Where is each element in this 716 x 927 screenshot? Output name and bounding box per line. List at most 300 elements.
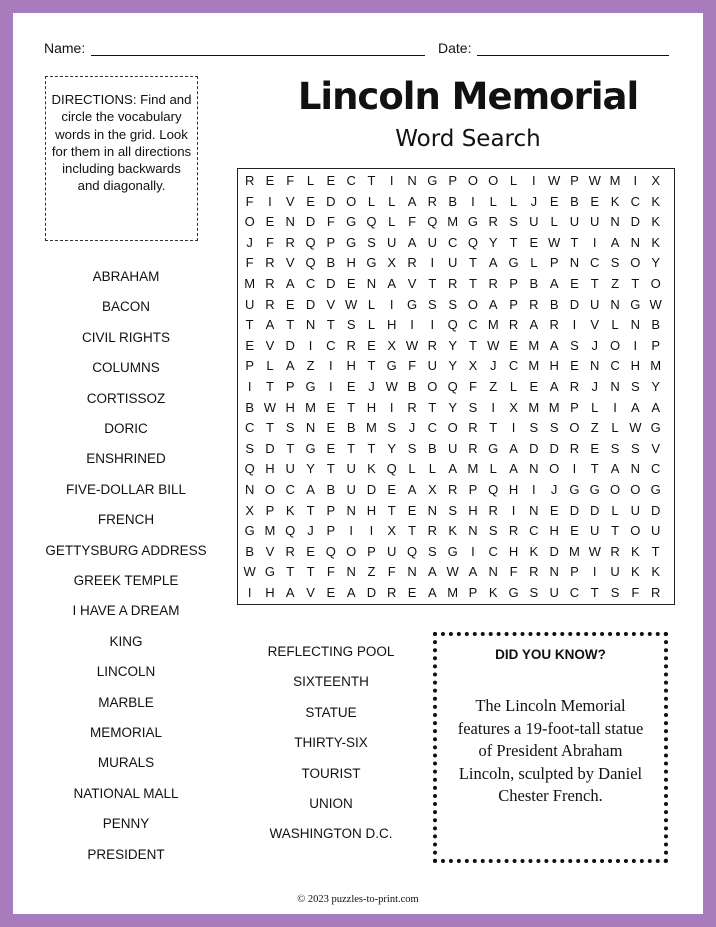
grid-letter[interactable]: C: [488, 543, 498, 559]
grid-letter[interactable]: F: [408, 214, 417, 230]
grid-letter[interactable]: T: [408, 523, 417, 539]
grid-letter[interactable]: K: [448, 523, 457, 539]
grid-letter[interactable]: H: [366, 502, 377, 518]
grid-letter[interactable]: D: [366, 482, 377, 497]
grid-letter[interactable]: F: [408, 358, 417, 374]
grid-letter[interactable]: G: [488, 440, 499, 456]
grid-letter[interactable]: C: [468, 317, 478, 333]
grid-letter[interactable]: E: [326, 440, 336, 456]
grid-letter[interactable]: C: [610, 358, 620, 374]
grid-letter[interactable]: E: [529, 379, 539, 394]
grid-letter[interactable]: P: [265, 502, 275, 518]
grid-letter[interactable]: J: [489, 358, 497, 374]
grid-letter[interactable]: H: [346, 255, 356, 271]
grid-letter[interactable]: N: [244, 482, 255, 497]
grid-letter[interactable]: O: [549, 461, 560, 477]
grid-letter[interactable]: U: [427, 358, 438, 374]
grid-letter[interactable]: G: [589, 482, 600, 497]
grid-letter[interactable]: L: [428, 461, 436, 477]
grid-letter[interactable]: E: [529, 234, 539, 250]
grid-letter[interactable]: S: [631, 379, 640, 394]
grid-letter[interactable]: L: [611, 317, 619, 333]
grid-letter[interactable]: T: [590, 461, 599, 477]
grid-letter[interactable]: Y: [306, 461, 315, 477]
grid-letter[interactable]: Y: [387, 440, 397, 456]
grid-letter[interactable]: A: [407, 234, 417, 250]
grid-letter[interactable]: N: [407, 564, 417, 580]
grid-letter[interactable]: V: [651, 440, 660, 456]
grid-letter[interactable]: M: [487, 317, 499, 333]
grid-letter[interactable]: J: [408, 420, 416, 436]
grid-letter[interactable]: T: [326, 461, 335, 477]
grid-letter[interactable]: G: [650, 482, 661, 497]
grid-letter[interactable]: Z: [611, 276, 620, 291]
grid-letter[interactable]: Y: [448, 337, 457, 353]
grid-letter[interactable]: B: [428, 440, 437, 456]
grid-letter[interactable]: A: [407, 193, 417, 209]
grid-letter[interactable]: M: [366, 420, 377, 436]
grid-letter[interactable]: R: [447, 276, 458, 291]
grid-letter[interactable]: I: [633, 173, 638, 188]
grid-letter[interactable]: G: [508, 255, 519, 271]
grid-letter[interactable]: P: [509, 296, 518, 312]
grid-letter[interactable]: S: [245, 440, 254, 456]
grid-letter[interactable]: X: [387, 337, 397, 353]
grid-letter[interactable]: N: [630, 461, 641, 477]
grid-letter[interactable]: L: [611, 420, 619, 436]
grid-letter[interactable]: I: [247, 379, 252, 394]
grid-letter[interactable]: C: [285, 482, 295, 497]
grid-letter[interactable]: S: [529, 585, 539, 600]
grid-letter[interactable]: H: [366, 399, 377, 415]
grid-letter[interactable]: H: [549, 358, 559, 374]
grid-letter[interactable]: R: [387, 585, 397, 600]
grid-letter[interactable]: U: [549, 585, 559, 600]
grid-letter[interactable]: L: [367, 317, 376, 333]
grid-letter[interactable]: T: [468, 337, 477, 353]
grid-letter[interactable]: D: [569, 296, 580, 312]
grid-letter[interactable]: B: [245, 543, 254, 559]
grid-letter[interactable]: N: [488, 564, 498, 580]
grid-letter[interactable]: A: [265, 317, 275, 333]
grid-letter[interactable]: F: [509, 564, 518, 580]
grid-letter[interactable]: K: [651, 564, 660, 580]
grid-letter[interactable]: R: [488, 214, 498, 230]
grid-letter[interactable]: Q: [305, 234, 316, 250]
grid-letter[interactable]: P: [468, 585, 478, 600]
grid-letter[interactable]: N: [529, 502, 539, 518]
grid-letter[interactable]: L: [489, 193, 497, 209]
grid-letter[interactable]: T: [265, 379, 274, 394]
grid-letter[interactable]: F: [326, 564, 335, 580]
grid-letter[interactable]: N: [366, 276, 377, 291]
grid-letter[interactable]: D: [285, 337, 295, 353]
grid-letter[interactable]: W: [588, 543, 601, 559]
grid-letter[interactable]: A: [549, 337, 559, 353]
grid-letter[interactable]: S: [468, 399, 478, 415]
grid-letter[interactable]: Z: [590, 420, 599, 436]
grid-letter[interactable]: J: [307, 523, 314, 539]
grid-letter[interactable]: T: [326, 317, 335, 333]
grid-letter[interactable]: S: [549, 420, 559, 436]
grid-letter[interactable]: L: [591, 399, 599, 415]
grid-letter[interactable]: Q: [366, 214, 377, 230]
grid-letter[interactable]: O: [264, 482, 275, 497]
grid-letter[interactable]: L: [306, 173, 315, 188]
grid-letter[interactable]: E: [549, 193, 559, 209]
grid-letter[interactable]: U: [387, 543, 397, 559]
grid-letter[interactable]: G: [305, 440, 316, 456]
grid-letter[interactable]: I: [532, 482, 536, 497]
grid-letter[interactable]: Y: [651, 379, 660, 394]
grid-letter[interactable]: A: [306, 482, 315, 497]
grid-letter[interactable]: B: [245, 399, 254, 415]
grid-letter[interactable]: K: [631, 543, 640, 559]
grid-letter[interactable]: L: [266, 358, 274, 374]
grid-letter[interactable]: L: [611, 502, 619, 518]
grid-letter[interactable]: R: [285, 234, 295, 250]
grid-letter[interactable]: C: [244, 420, 255, 436]
grid-letter[interactable]: X: [387, 523, 397, 539]
grid-letter[interactable]: W: [588, 173, 601, 188]
grid-letter[interactable]: A: [468, 564, 478, 580]
grid-letter[interactable]: Y: [448, 399, 457, 415]
grid-letter[interactable]: S: [285, 420, 295, 436]
grid-letter[interactable]: B: [326, 482, 336, 497]
date-blank-line[interactable]: [477, 41, 669, 56]
grid-letter[interactable]: B: [346, 420, 356, 436]
grid-letter[interactable]: H: [630, 358, 641, 374]
grid-letter[interactable]: E: [326, 585, 336, 600]
grid-letter[interactable]: N: [427, 502, 438, 518]
grid-letter[interactable]: R: [427, 193, 438, 209]
grid-letter[interactable]: M: [528, 399, 540, 415]
grid-letter[interactable]: U: [529, 214, 539, 230]
grid-letter[interactable]: A: [610, 461, 620, 477]
grid-letter[interactable]: N: [590, 358, 600, 374]
grid-letter[interactable]: H: [508, 543, 519, 559]
grid-letter[interactable]: A: [651, 399, 660, 415]
grid-letter[interactable]: B: [651, 317, 660, 333]
grid-letter[interactable]: F: [387, 564, 396, 580]
grid-letter[interactable]: K: [631, 564, 640, 580]
grid-letter[interactable]: O: [609, 482, 621, 497]
grid-letter[interactable]: T: [590, 585, 599, 600]
grid-letter[interactable]: P: [326, 234, 336, 250]
grid-letter[interactable]: O: [447, 420, 458, 436]
grid-letter[interactable]: I: [532, 173, 536, 188]
grid-letter[interactable]: A: [428, 585, 437, 600]
grid-letter[interactable]: T: [265, 420, 274, 436]
grid-letter[interactable]: G: [427, 173, 438, 188]
grid-letter[interactable]: E: [570, 358, 579, 374]
grid-letter[interactable]: O: [467, 173, 478, 188]
grid-letter[interactable]: L: [408, 461, 416, 477]
grid-letter[interactable]: J: [591, 337, 598, 353]
grid-letter[interactable]: D: [366, 585, 377, 600]
grid-letter[interactable]: C: [346, 173, 356, 188]
grid-letter[interactable]: R: [447, 482, 458, 497]
grid-letter[interactable]: N: [305, 420, 316, 436]
grid-letter[interactable]: T: [611, 523, 620, 539]
grid-letter[interactable]: H: [265, 585, 275, 600]
grid-letter[interactable]: R: [407, 255, 417, 271]
grid-letter[interactable]: G: [630, 296, 641, 312]
grid-letter[interactable]: I: [349, 523, 353, 539]
grid-letter[interactable]: U: [346, 482, 356, 497]
grid-letter[interactable]: P: [245, 358, 254, 374]
grid-letter[interactable]: E: [306, 193, 315, 209]
grid-letter[interactable]: R: [244, 173, 255, 188]
grid-letter[interactable]: I: [389, 173, 394, 188]
grid-letter[interactable]: I: [430, 255, 435, 271]
grid-letter[interactable]: X: [387, 255, 397, 271]
grid-letter[interactable]: R: [650, 585, 661, 600]
grid-letter[interactable]: A: [488, 296, 498, 312]
grid-letter[interactable]: I: [572, 317, 577, 333]
grid-letter[interactable]: H: [285, 399, 295, 415]
grid-letter[interactable]: S: [570, 337, 579, 353]
grid-letter[interactable]: K: [651, 214, 660, 230]
grid-letter[interactable]: G: [447, 543, 458, 559]
grid-letter[interactable]: U: [427, 234, 438, 250]
grid-letter[interactable]: W: [345, 296, 358, 312]
grid-letter[interactable]: Q: [427, 214, 438, 230]
grid-letter[interactable]: S: [488, 523, 498, 539]
grid-letter[interactable]: O: [467, 296, 478, 312]
grid-letter[interactable]: I: [329, 358, 333, 374]
grid-letter[interactable]: W: [629, 420, 642, 436]
grid-letter[interactable]: S: [529, 420, 539, 436]
grid-letter[interactable]: U: [590, 214, 600, 230]
grid-letter[interactable]: R: [407, 399, 417, 415]
grid-letter[interactable]: B: [570, 193, 579, 209]
grid-letter[interactable]: R: [285, 543, 295, 559]
grid-letter[interactable]: E: [326, 399, 336, 415]
grid-letter[interactable]: J: [246, 234, 253, 250]
grid-letter[interactable]: C: [569, 585, 580, 600]
grid-letter[interactable]: N: [549, 564, 559, 580]
grid-letter[interactable]: X: [245, 502, 254, 518]
grid-letter[interactable]: P: [549, 255, 559, 271]
grid-letter[interactable]: O: [488, 173, 499, 188]
grid-letter[interactable]: L: [388, 193, 396, 209]
grid-letter[interactable]: P: [651, 337, 660, 353]
grid-letter[interactable]: L: [367, 296, 376, 312]
grid-letter[interactable]: R: [508, 317, 519, 333]
grid-letter[interactable]: L: [550, 214, 558, 230]
grid-letter[interactable]: B: [407, 379, 417, 394]
grid-letter[interactable]: G: [406, 296, 418, 312]
grid-letter[interactable]: U: [590, 296, 600, 312]
grid-letter[interactable]: N: [610, 214, 620, 230]
grid-letter[interactable]: U: [610, 564, 620, 580]
grid-letter[interactable]: I: [471, 193, 475, 209]
grid-letter[interactable]: G: [244, 523, 255, 539]
grid-letter[interactable]: E: [549, 502, 559, 518]
grid-letter[interactable]: F: [245, 193, 254, 209]
grid-letter[interactable]: P: [570, 564, 579, 580]
grid-letter[interactable]: D: [590, 502, 600, 518]
grid-letter[interactable]: M: [467, 461, 479, 477]
grid-letter[interactable]: W: [263, 399, 277, 415]
grid-letter[interactable]: B: [529, 276, 539, 291]
grid-letter[interactable]: P: [570, 399, 579, 415]
grid-letter[interactable]: F: [326, 214, 335, 230]
grid-letter[interactable]: I: [389, 296, 394, 312]
grid-letter[interactable]: R: [488, 276, 498, 291]
grid-letter[interactable]: C: [590, 255, 600, 271]
grid-letter[interactable]: T: [631, 276, 640, 291]
grid-letter[interactable]: W: [446, 564, 459, 580]
grid-letter[interactable]: G: [305, 379, 316, 394]
grid-letter[interactable]: O: [630, 482, 641, 497]
grid-letter[interactable]: M: [305, 399, 316, 415]
grid-letter[interactable]: I: [389, 399, 394, 415]
grid-letter[interactable]: Z: [306, 358, 315, 374]
grid-letter[interactable]: I: [592, 564, 597, 580]
grid-letter[interactable]: N: [407, 173, 417, 188]
grid-letter[interactable]: P: [326, 523, 336, 539]
grid-letter[interactable]: X: [428, 482, 437, 497]
grid-letter[interactable]: A: [428, 564, 437, 580]
grid-letter[interactable]: T: [245, 317, 254, 333]
grid-letter[interactable]: U: [387, 234, 397, 250]
grid-letter[interactable]: T: [286, 440, 295, 456]
grid-letter[interactable]: U: [244, 296, 255, 312]
grid-letter[interactable]: G: [508, 585, 519, 600]
grid-letter[interactable]: T: [509, 234, 518, 250]
grid-letter[interactable]: E: [570, 276, 579, 291]
grid-letter[interactable]: I: [369, 523, 374, 539]
grid-letter[interactable]: V: [407, 276, 417, 291]
grid-letter[interactable]: S: [448, 296, 457, 312]
grid-letter[interactable]: P: [367, 543, 376, 559]
grid-letter[interactable]: D: [326, 276, 336, 291]
grid-letter[interactable]: U: [630, 502, 641, 518]
grid-letter[interactable]: G: [569, 482, 580, 497]
grid-letter[interactable]: H: [387, 317, 397, 333]
grid-letter[interactable]: P: [326, 502, 336, 518]
grid-letter[interactable]: U: [447, 440, 458, 456]
grid-letter[interactable]: N: [346, 564, 356, 580]
grid-letter[interactable]: C: [447, 234, 458, 250]
grid-letter[interactable]: K: [529, 543, 539, 559]
grid-letter[interactable]: I: [491, 399, 496, 415]
grid-letter[interactable]: O: [346, 543, 357, 559]
grid-letter[interactable]: E: [326, 173, 336, 188]
grid-letter[interactable]: H: [508, 482, 519, 497]
grid-letter[interactable]: I: [410, 317, 414, 333]
grid-letter[interactable]: I: [572, 461, 577, 477]
grid-letter[interactable]: T: [651, 543, 660, 559]
grid-letter[interactable]: T: [286, 317, 295, 333]
grid-letter[interactable]: Q: [244, 461, 255, 477]
grid-letter[interactable]: E: [590, 193, 600, 209]
grid-letter[interactable]: J: [591, 379, 598, 394]
grid-letter[interactable]: D: [630, 214, 641, 230]
grid-letter[interactable]: N: [630, 234, 641, 250]
grid-letter[interactable]: D: [305, 214, 316, 230]
grid-letter[interactable]: Q: [447, 379, 458, 394]
grid-letter[interactable]: M: [528, 337, 540, 353]
grid-letter[interactable]: N: [630, 317, 641, 333]
grid-letter[interactable]: Y: [651, 255, 660, 271]
grid-letter[interactable]: E: [590, 440, 600, 456]
grid-letter[interactable]: R: [529, 296, 539, 312]
grid-letter[interactable]: R: [488, 502, 498, 518]
grid-letter[interactable]: K: [651, 234, 660, 250]
grid-letter[interactable]: D: [265, 440, 275, 456]
grid-letter[interactable]: C: [529, 523, 539, 539]
grid-letter[interactable]: E: [306, 543, 315, 559]
grid-letter[interactable]: M: [528, 358, 540, 374]
grid-letter[interactable]: I: [613, 399, 617, 415]
grid-letter[interactable]: T: [367, 173, 376, 188]
grid-letter[interactable]: R: [265, 276, 275, 291]
grid-letter[interactable]: V: [285, 193, 295, 209]
grid-letter[interactable]: S: [367, 234, 376, 250]
grid-letter[interactable]: Q: [305, 255, 316, 271]
grid-letter[interactable]: E: [326, 420, 336, 436]
grid-letter[interactable]: T: [428, 399, 437, 415]
grid-letter[interactable]: R: [468, 440, 478, 456]
grid-letter[interactable]: G: [346, 214, 357, 230]
grid-letter[interactable]: L: [388, 214, 396, 230]
grid-letter[interactable]: R: [265, 296, 275, 312]
grid-letter[interactable]: H: [468, 502, 478, 518]
grid-letter[interactable]: W: [548, 173, 561, 188]
grid-letter[interactable]: T: [306, 502, 315, 518]
grid-letter[interactable]: D: [650, 502, 661, 518]
grid-letter[interactable]: D: [549, 543, 559, 559]
grid-letter[interactable]: I: [247, 585, 252, 600]
grid-letter[interactable]: S: [509, 214, 518, 230]
grid-letter[interactable]: I: [430, 317, 435, 333]
grid-letter[interactable]: G: [366, 255, 377, 271]
grid-letter[interactable]: T: [387, 502, 396, 518]
grid-letter[interactable]: P: [570, 173, 579, 188]
grid-letter[interactable]: O: [650, 276, 661, 291]
grid-letter[interactable]: E: [509, 337, 518, 353]
grid-letter[interactable]: U: [590, 523, 600, 539]
grid-letter[interactable]: W: [487, 337, 500, 353]
grid-letter[interactable]: W: [405, 337, 419, 353]
grid-letter[interactable]: K: [488, 585, 498, 600]
grid-letter[interactable]: A: [610, 234, 620, 250]
grid-letter[interactable]: S: [448, 502, 457, 518]
grid-letter[interactable]: X: [468, 358, 478, 374]
grid-letter[interactable]: H: [549, 523, 559, 539]
grid-letter[interactable]: N: [529, 461, 539, 477]
grid-letter[interactable]: O: [630, 523, 641, 539]
grid-letter[interactable]: D: [305, 296, 316, 312]
grid-letter[interactable]: Q: [447, 317, 458, 333]
grid-letter[interactable]: W: [385, 379, 398, 394]
grid-letter[interactable]: Q: [325, 543, 336, 559]
grid-letter[interactable]: E: [265, 173, 275, 188]
grid-letter[interactable]: G: [386, 358, 397, 374]
grid-letter[interactable]: C: [326, 337, 336, 353]
grid-letter[interactable]: M: [609, 173, 621, 188]
grid-letter[interactable]: X: [651, 173, 660, 188]
grid-letter[interactable]: W: [548, 234, 561, 250]
grid-letter[interactable]: N: [610, 379, 620, 394]
grid-letter[interactable]: S: [387, 420, 397, 436]
grid-letter[interactable]: E: [346, 276, 356, 291]
grid-letter[interactable]: E: [367, 337, 376, 353]
grid-letter[interactable]: A: [549, 379, 559, 394]
